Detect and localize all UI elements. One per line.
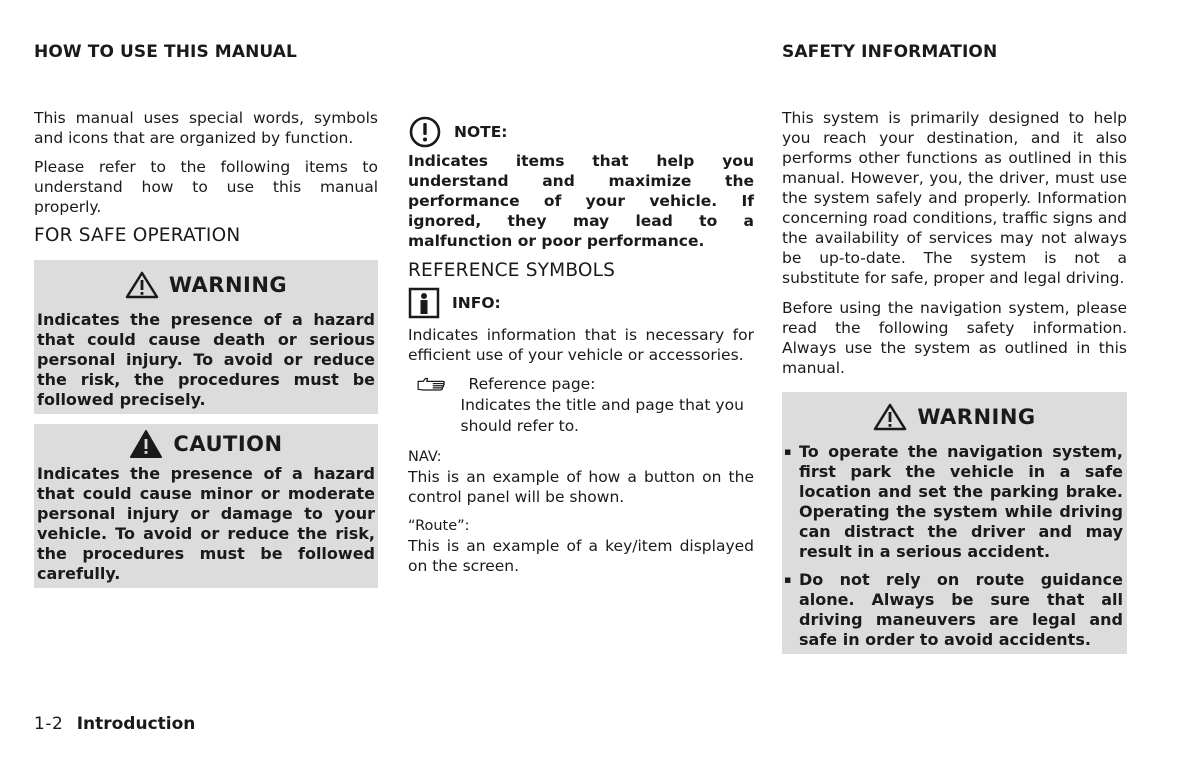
safety-paragraph-1: This system is primarily designed to help you reach your destination, and it also performs other functions as outlined in this manual. However, you, the driver, must use the system safely and properly. Information concerning road conditions, traffic signs and the availability of services may not always be up-to-date. The system is not a substitute for safe, proper and legal driving.: [782, 109, 1127, 287]
warning-box-title: [34, 260, 378, 310]
note-label: NOTE:: [454, 123, 508, 141]
caution-box: [34, 424, 378, 588]
intro-paragraph-1: This manual uses special words, symbols and icons that are organized by function.: [34, 109, 378, 147]
left-page-title: HOW TO USE THIS MANUAL: [34, 42, 297, 62]
page-number: 1-2: [34, 714, 64, 734]
page-footer: [34, 714, 195, 734]
note-exclamation-icon: [408, 116, 442, 148]
nav-warning-box: [782, 392, 1127, 654]
reference-page-label: Reference page:: [468, 375, 596, 393]
info-text: Indicates information that is necessary for efficient use of your vehicle or accessories.: [408, 326, 754, 364]
reference-page-desc: Indicates the title and page that you should refer to.: [460, 396, 744, 435]
nav-desc: This is an example of how a button on the control panel will be shown.: [408, 468, 754, 506]
warning-triangle-icon: [125, 271, 159, 299]
warning-label: WARNING: [168, 273, 288, 297]
route-label: “Route”:: [408, 518, 470, 534]
note-row: [408, 116, 754, 148]
nav-label: NAV:: [408, 449, 442, 465]
footer-section-name: Introduction: [76, 714, 196, 734]
reference-page-row: [408, 374, 754, 437]
note-text: Indicates items that help you understand and maximize the performance of your vehicle. If ignored, they may lead to a malfunction or poor performance.: [408, 152, 754, 250]
reference-symbols-heading: REFERENCE SYMBOLS: [408, 260, 616, 281]
list-item: ▪ To operate the navigation system, first park the vehicle in a safe location and set the parking brake. Operating the system while driving can distract the driver and may result in a serious accident.: [782, 442, 1123, 562]
intro-paragraph-2: Please refer to the following items to understand how to use this manual properly.: [34, 158, 378, 216]
caution-box-title: [34, 424, 378, 464]
info-label: INFO:: [452, 294, 501, 312]
right-page-title: SAFETY INFORMATION: [782, 42, 998, 62]
nav-warning-label: WARNING: [917, 405, 1036, 429]
route-desc: This is an example of a key/item displayed on the screen.: [408, 537, 754, 575]
caution-text: Indicates the presence of a hazard that could cause minor or moderate personal injury or damage to your vehicle. To avoid or reduce the risk, the procedures must be followed carefully.: [37, 464, 375, 583]
nav-warning-box-title: [782, 392, 1127, 442]
warning-triangle-icon: [873, 403, 907, 431]
list-item: ▪ Do not rely on route guidance alone. Always be sure that all driving maneuvers are legal and safe in order to avoid accidents.: [782, 570, 1123, 650]
for-safe-operation-heading: FOR SAFE OPERATION: [34, 225, 241, 246]
reference-hand-icon: [416, 374, 451, 396]
safety-paragraph-2: Before using the navigation system, please read the following safety information. Always use the system as outlined in this manual.: [782, 299, 1127, 377]
warning-text: Indicates the presence of a hazard that could cause death or serious personal injury. To avoid or reduce the risk, the procedures must be followed precisely.: [37, 310, 375, 409]
info-icon: [408, 287, 440, 319]
caution-triangle-icon: [129, 429, 163, 459]
column-symbols: [408, 116, 754, 576]
nav-warning-list: [782, 442, 1127, 654]
column-how-to-use: [34, 108, 378, 588]
info-row: [408, 287, 754, 319]
column-safety: [782, 108, 1127, 654]
caution-label: CAUTION: [173, 432, 283, 456]
warning-box: [34, 260, 378, 414]
